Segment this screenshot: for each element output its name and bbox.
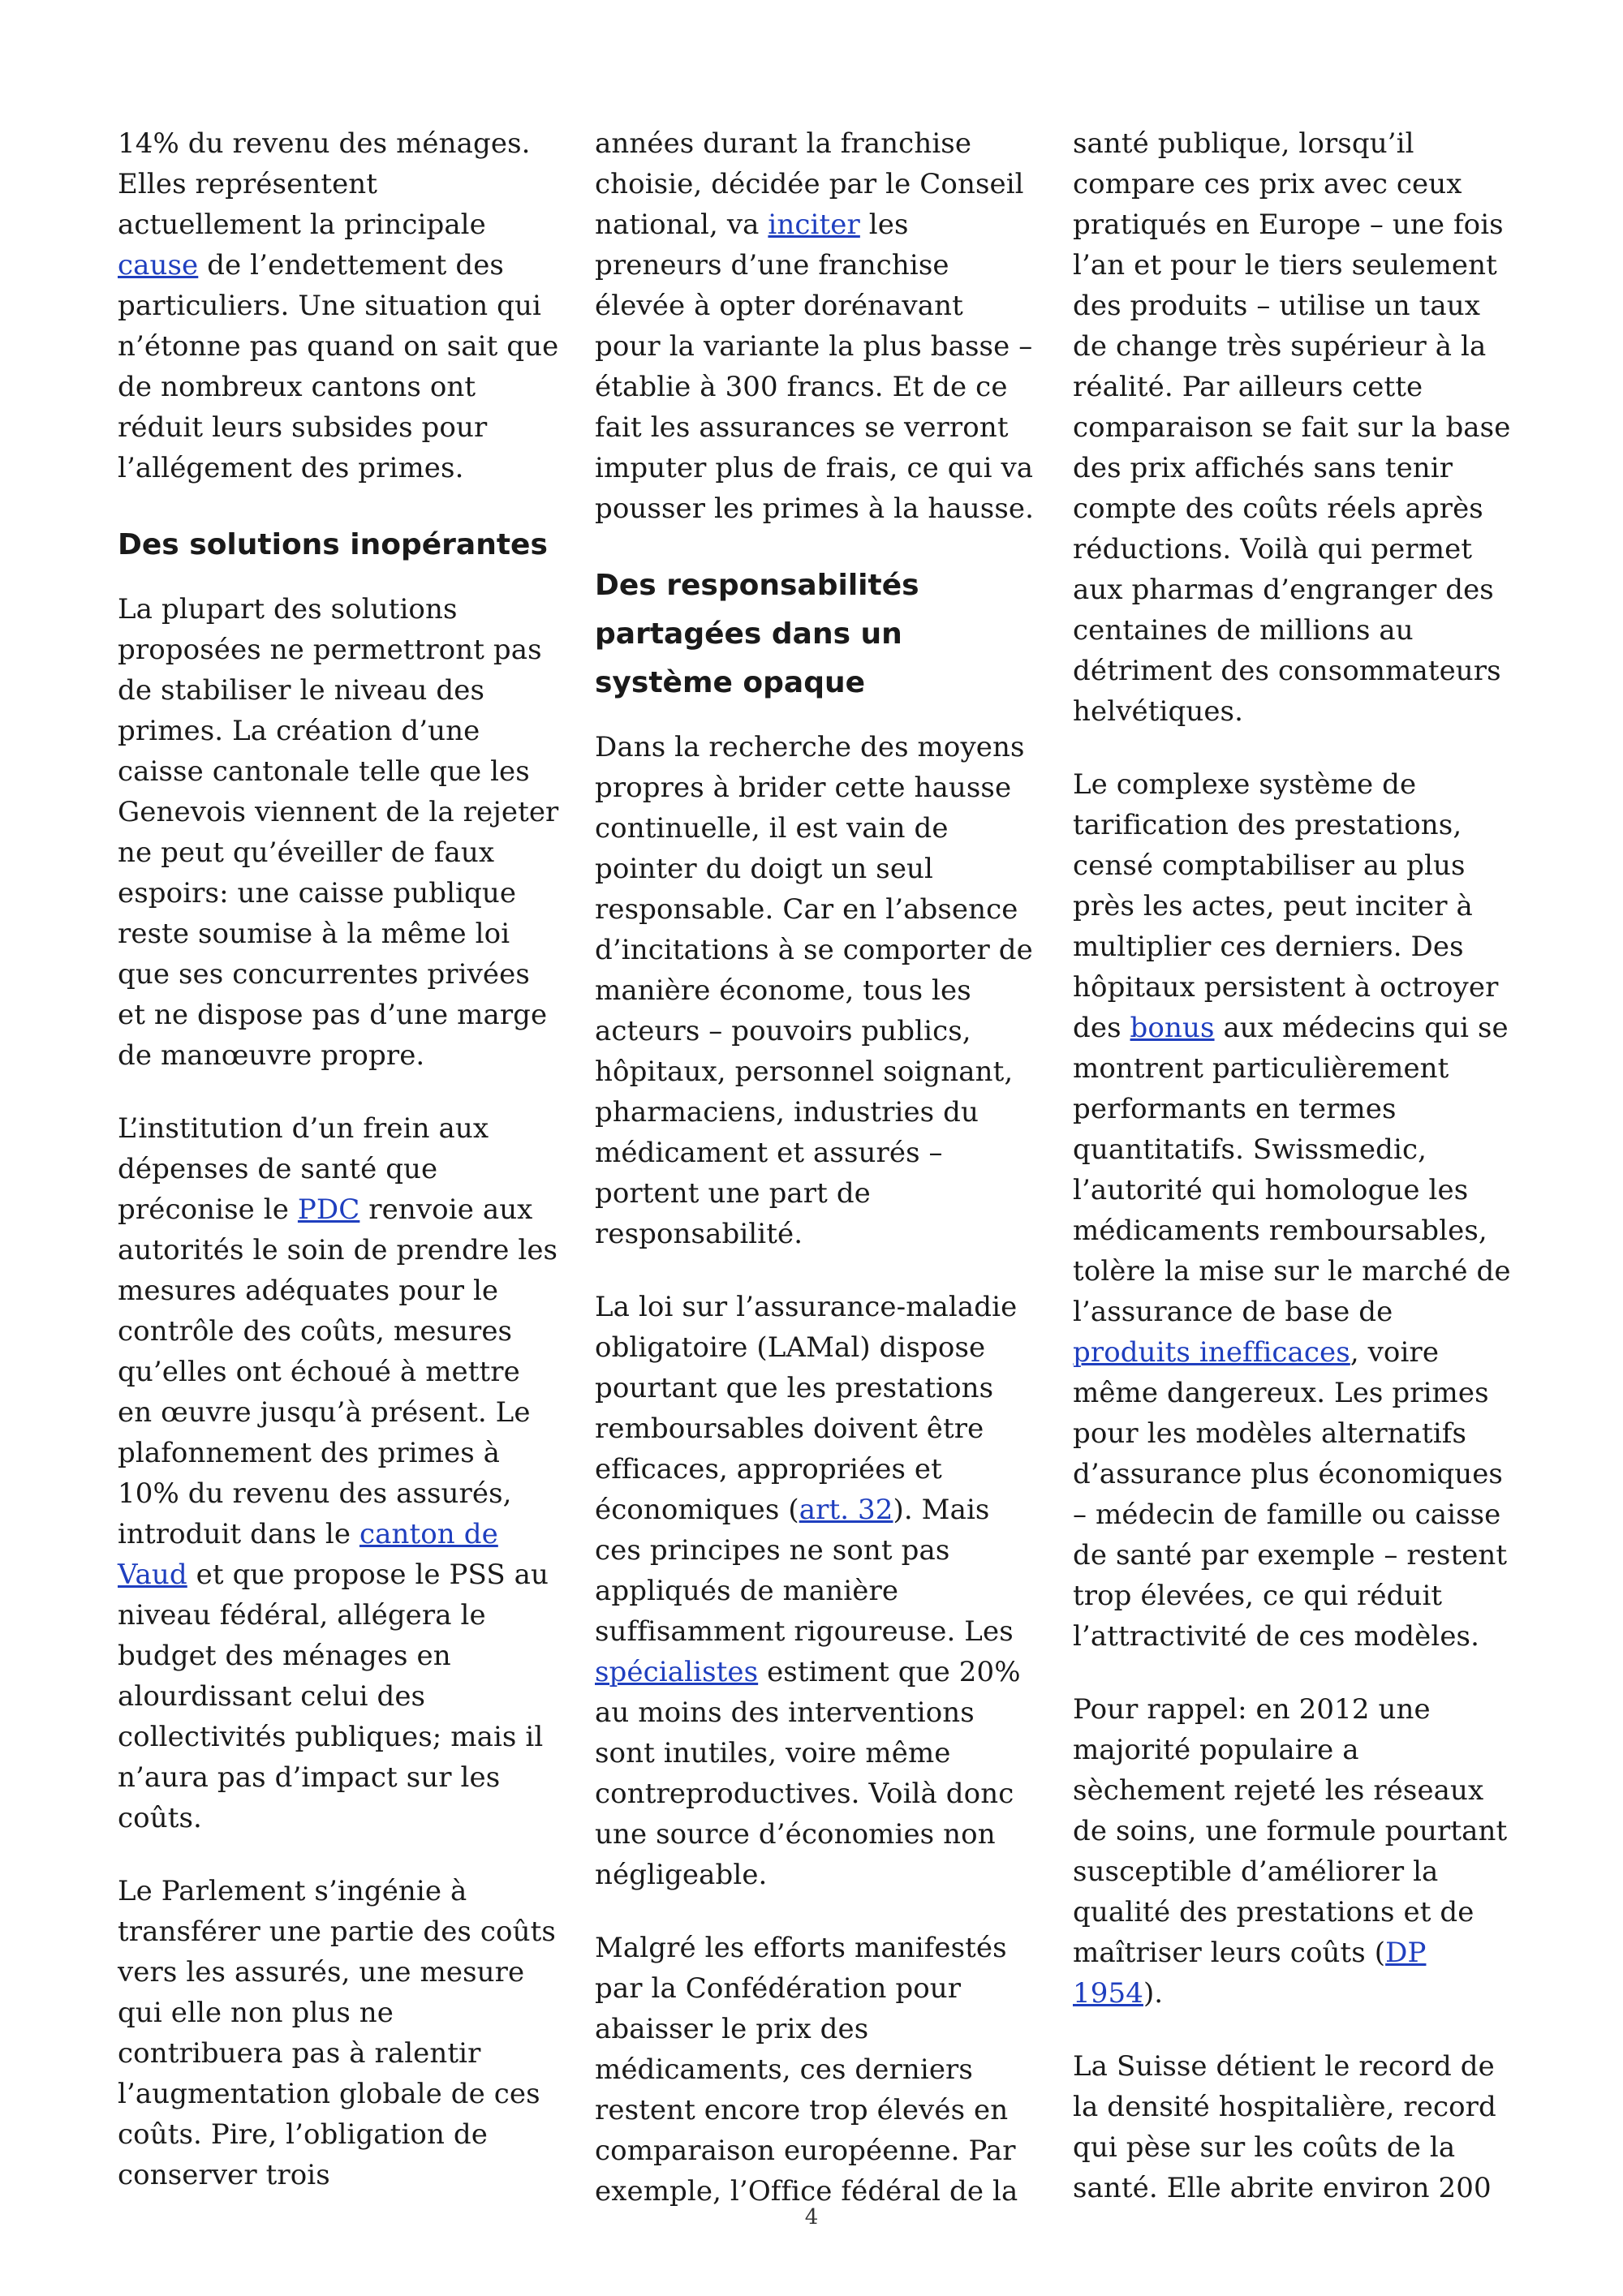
page-number: 4 [804,2205,819,2229]
paragraph-text: années durant la franchise choisie, décidée par le Conseil national, va [595,127,1024,241]
link-canton-de-vaud[interactable]: canton de Vaud [118,1518,498,1591]
paragraph-text: aux médecins qui se montrent particulièrement performants en termes quantitatifs. Swissmedic, l’autorité qui homologue les médicaments remboursables, tolère la mise sur le marché de l’assurance de base de [1073,1012,1511,1328]
paragraph-text: ). Mais ces principes ne sont pas appliqués de manière suffisamment rigoureuse. Les [595,1494,1014,1648]
paragraph: Dans la recherche des moyens propres à brider cette hausse continuelle, il est vain de pointer du doigt un seul responsable. Car en l’absence d’incitations à se comporter de manière économe, tous les acteurs – pouvoirs publics, hôpitaux, personnel soignant, pharmaciens, industries du médicament et assurés – portent une part de responsabilité. [595,731,1033,1250]
link-specialistes[interactable]: spécialistes [595,1656,759,1688]
paragraph-text: Pour rappel: en 2012 une majorité populaire a sèchement rejeté les réseaux de soins, une formule pourtant susceptible d’améliorer la qualité des prestations et de maîtriser leurs coûts ( [1073,1693,1508,1969]
section-heading: Des solutions inopérantes [118,528,548,561]
paragraph-text: Le complexe système de tarification des prestations, censé comptabiliser au plus près les actes, peut inciter à multiplier ces derniers. Des hôpitaux persistent à octroyer des [1073,768,1499,1044]
paragraph [118,1108,560,1838]
link-art-32[interactable]: art. 32 [799,1494,893,1526]
paragraph-text: de l’endettement des particuliers. Une situation qui n’étonne pas quand on sait que de nombreux cantons ont réduit leurs subsides pour l’allégement des primes. [118,249,559,484]
paragraph: Malgré les efforts manifestés par la Confédération pour abaisser le prix des médicaments, ces derniers restent encore trop élevés en comparaison européenne. Par exemple, l’Office fédéral de la [595,1932,1018,2208]
paragraph: La Suisse détient le record de la densité hospitalière, record qui pèse sur les coûts de la santé. Elle abrite environ 200 [1073,2050,1496,2204]
paragraph-text: , voire même dangereux. Les primes pour les modèles alternatifs d’assurance plus économiques – médecin de famille ou caisse de santé par exemple – restent trop élevées, ce qui réduit l’attractivité de ces modèles. [1073,1336,1508,1653]
paragraph: La plupart des solutions proposées ne permettront pas de stabiliser le niveau des primes. La création d’une caisse cantonale telle que les Genevois viennent de la rejeter ne peut qu’éveiller de faux espoirs: une caisse publique reste soumise à la même loi que ses concurrentes privées et ne dispose pas d’une marge de manœuvre propre. [118,593,559,1072]
link-bonus[interactable]: bonus [1130,1012,1215,1044]
paragraph-text: renvoie aux autorités le soin de prendre les mesures adéquates pour le contrôle des coûts, mesures qu’elles ont échoué à mettre en œuvre jusqu’à présent. Le plafonnement des primes à 10% du revenu des assurés, introduit dans le [118,1193,558,1550]
paragraph [595,1287,1037,1895]
link-pdc[interactable]: PDC [297,1193,360,1226]
text-column-3 [1073,123,1515,2241]
text-column-1 [118,123,560,2228]
paragraph-text: et que propose le PSS au niveau fédéral, allégera le budget des ménages en alourdissant celui des collectivités publiques; mais il n’aura pas d’impact sur les coûts. [118,1559,549,1834]
paragraph: Le Parlement s’ingénie à transférer une partie des coûts vers les assurés, une mesure qui elle non plus ne contribuera pas à ralentir l’augmentation globale de ces coûts. Pire, l’obligation de conserver trois [118,1875,556,2191]
paragraph-text: 14% du revenu des ménages. Elles représentent actuellement la principale [118,127,531,241]
paragraph-text: ). [1143,1977,1164,2010]
paragraph-text: estiment que 20% au moins des interventions sont inutiles, voire même contreproductives. Voilà donc une source d’économies non négligeable. [595,1656,1021,1891]
section-heading: Des responsabilités partagées dans un système opaque [595,569,919,699]
paragraph-text: les preneurs d’une franchise élevée à opter dorénavant pour la variante la plus basse – établie à 300 francs. Et de ce fait les assurances se verront imputer plus de frais, ce qui va pousser les primes à la hausse. [595,209,1034,525]
link-inciter[interactable]: inciter [768,209,860,241]
paragraph [1073,764,1515,1657]
link-produits-inefficaces[interactable]: produits inefficaces [1073,1336,1350,1369]
link-dp-1954[interactable]: DP 1954 [1073,1937,1427,2010]
paragraph [595,123,1037,529]
paragraph-text: La loi sur l’assurance-maladie obligatoire (LAMal) dispose pourtant que les prestations remboursables doivent être efficaces, appropriées et économiques ( [595,1291,1018,1526]
link-cause[interactable]: cause [118,249,199,282]
paragraph [1073,1689,1515,2014]
text-column-2 [595,123,1037,2244]
paragraph: santé publique, lorsqu’il compare ces prix avec ceux pratiqués en Europe – une fois l’an et pour le tiers seulement des produits – utilise un taux de change très supérieur à la réalité. Par ailleurs cette comparaison se fait sur la base des prix affichés sans tenir compte des coûts réels après réductions. Voilà qui permet aux pharmas d’engranger des centaines de millions au détriment des consommateurs helvétiques. [1073,127,1511,728]
paragraph-text: L’institution d’un frein aux dépenses de santé que préconise le [118,1112,489,1226]
paragraph [118,123,560,488]
